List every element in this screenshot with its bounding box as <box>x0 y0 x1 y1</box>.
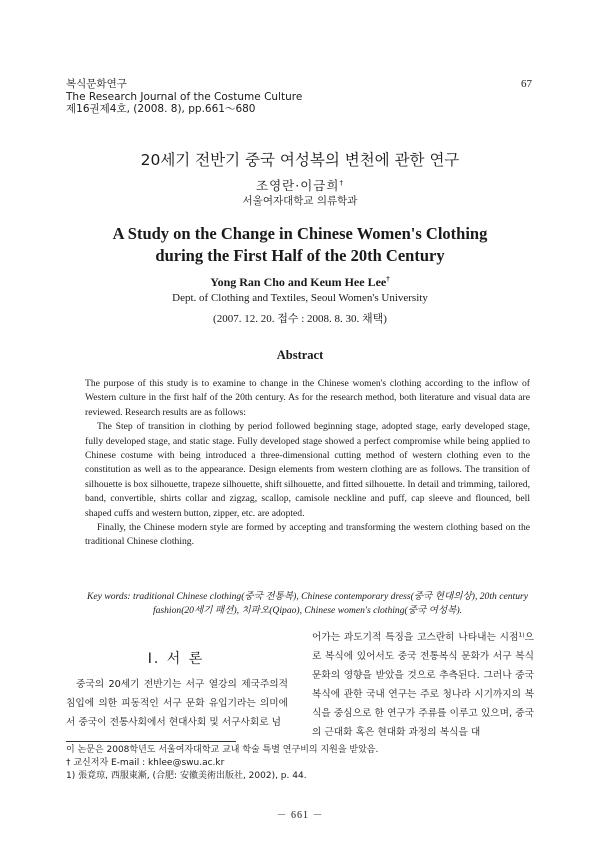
abstract-paragraph: The purpose of this study is to examine to change in the Chinese women's clothing according to the inflow of Western culture in the first half of the 20th century. As for the research method, both literature and visual data are reviewed. Research results are as follows: <box>85 378 530 418</box>
title-ko: 20세기 전반기 중국 여성복의 변천에 관한 연구 <box>140 151 460 169</box>
authors-ko <box>0 176 600 194</box>
abstract-paragraph: The Step of transition in clothing by period followed beginning stage, adopted stage, early developed stage, fully developed stage, and static stage. Fully developed stage showed a perfect compromise while being applied to Chinese costume with being introduced a three-dimensional cutting method of western clothing even to the constitution as well as to the appearance. Design elements from western clothing are as follows. The transition of silhouette is box silhouette, trapeze silhouette, shift silhouette, and fitted silhouette. In detail and trimming, tailored, band, convertible, shirts collar and zigzag, scallop, camisole neckline and puff, cap sleeve and flounced, bell shaped cuffs and western button, zipper, etc. are adopted. <box>85 421 530 519</box>
body-paragraph: 어가는 과도기적 특징을 고스란히 나타내는 시점¹⁾으로 복식에 있어서도 중국 전통복식 문화가 서구 복식문화의 영향을 받았을 것으로 추측된다. 그러나 중국 복식에 관한 국내 연구는 주로 청나라 시기까지의 복식을 중심으로 한 연구가 주류를 이루고 있으며, 중국의 근대화 혹은 현대화 과정의 복식을 대 <box>312 632 534 738</box>
abstract-paragraph: Finally, the Chinese modern style are formed by accepting and transforming the western clothing based on the traditional Chinese clothing. <box>85 522 530 548</box>
footnotes <box>66 744 536 783</box>
title-en-line2: during the First Half of the 20th Century <box>155 246 445 265</box>
page-number-bottom: － 661 － <box>276 810 324 821</box>
footnote-divider <box>66 741 236 742</box>
journal-name-en: The Research Journal of the Costume Culture <box>66 90 303 103</box>
abstract-body <box>85 377 530 550</box>
journal-header <box>66 78 302 116</box>
title-en-line1: A Study on the Change in Chinese Women's Clothing <box>112 224 488 243</box>
footnote: 1) 張竟琼, 西服東漸, (合肥: 安徽美術出版社, 2002), p. 44. <box>66 771 307 781</box>
page-number-top: 67 <box>521 78 532 90</box>
corresponding-mark-ko: † <box>339 178 344 187</box>
body-column-left <box>66 675 288 732</box>
body-paragraph: 중국의 20세기 전반기는 서구 열강의 제국주의적 침입에 의한 피동적인 서구 문화 유입기라는 의미에서 중국이 전통사회에서 현대사회 및 서구사회로 넘 <box>66 679 288 728</box>
submission-dates: (2007. 12. 20. 접수 : 2008. 8. 30. 채택) <box>213 313 387 325</box>
footnote: † 교신저자 E-mail : khlee@swu.ac.kr <box>66 758 225 768</box>
footnote: 이 논문은 2008학년도 서울여자대학교 교내 학술 특별 연구비의 지원을 받았음. <box>66 745 379 755</box>
authors-en <box>0 275 600 290</box>
affiliation-en: Dept. of Clothing and Textiles, Seoul Women's University <box>172 292 428 304</box>
journal-name-ko: 복식문화연구 <box>66 78 127 90</box>
corresponding-mark-en: † <box>386 275 390 283</box>
affiliation-ko: 서울여자대학교 의류학과 <box>242 195 358 207</box>
title-en <box>0 223 600 267</box>
keywords: Key words: traditional Chinese clothing(중국 전통복), Chinese contemporary dress(중국 현대의상), 20th century fashion(20세기 패션), 치파오(Qipao), Chinese women's clothing(중국 여성복). <box>87 591 528 616</box>
authors-en-names: Yong Ran Cho and Keum Hee Lee <box>210 275 387 289</box>
abstract-heading: Abstract <box>276 348 324 362</box>
journal-volume: 제16권제4호, (2008. 8), pp.661～680 <box>66 103 256 116</box>
authors-ko-names: 조영란·이금희 <box>256 178 340 193</box>
section-heading: I. 서 론 <box>147 651 205 667</box>
body-column-right <box>312 628 534 742</box>
